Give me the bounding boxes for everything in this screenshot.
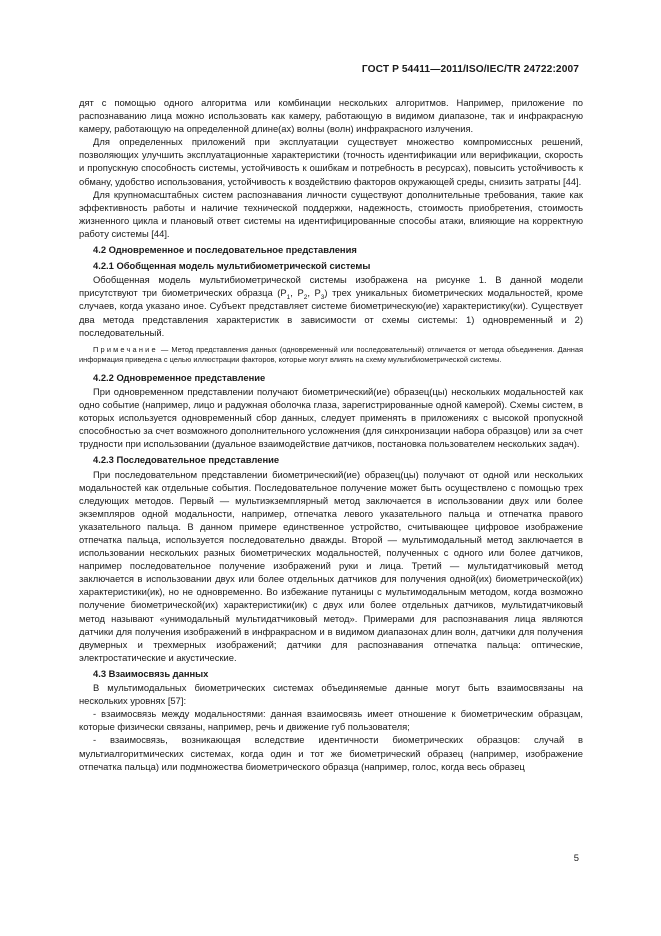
paragraph-generalized-model [79,273,583,338]
paragraph-simultaneous: При одновременном представлении получают биометрический(ие) образец(цы) нескольких модальностей как одно событие (например, лицо и радужная оболочка глаза, зарегистрированные одной камерой). Схемы систем, в которых используется одновременный сбор данных, следует применять в приложениях с высокой пропускной способностью за счет возможного дополнительного усложнения (для синхронизации набора образцов) или за счет трудности при использовании (дуальное взаимодействие датчиков, постановка пользователем нескольких задач). [79,385,583,450]
paragraph-large-scale: Для крупномасштабных систем распознавания личности существуют дополнительные требования, такие как эффективность работы и наличие технической поддержки, надежность, стоимость приобретения, стоимость жизненного цикла и плановый ответ системы на идентифицированные способы атаки, влияющие на корректную работу системы [44]. [79,188,583,239]
page-number: 5 [573,852,579,863]
text-run: , Р [290,287,304,299]
section-heading-4-3: 4.3 Взаимосвязь данных [93,667,209,679]
paragraph-continuation: дят с помощью одного алгоритма или комбинации нескольких алгоритмов. Например, приложение по распознаванию лица можно использовать как камеру, работающую в видимом диапазоне, так и инфракрасную камеру, работающую на определенной длине(ах) волны (волн) инфракрасного излучения. [79,97,583,135]
section-heading-4-2-3: 4.2.3 Последовательное представление [93,454,280,466]
document-header: ГОСТ Р 54411—2011/ISO/IEC/TR 24722:2007 [361,64,579,75]
paragraph-tradeoffs: Для определенных приложений при эксплуатации существует множество компромиссных решений, позволяющих улучшить эксплуатационные характеристики (точность идентификации или верификации, скорость и пропускную способность системы, устойчивость к ошибкам и потребность в ресурсах), повысить устойчивость к обману, удобство использования, устойчивость к воздействию факторов окружающей среды, снизить затраты [44]. [79,136,583,187]
text-run: , Р [307,287,321,299]
subscript: 2 [303,294,308,302]
text-run: Обобщенная модель мультибиометрической системы изображена на рисунке 1. В данной модели присутствуют три биометрических образца (Р [79,274,583,299]
subscript: 1 [286,294,291,302]
subscript: 3 [320,294,325,302]
section-heading-4-2-2: 4.2.2 Одновременное представление [93,371,266,383]
section-heading-4-2: 4.2 Одновременное и последовательное представления [93,244,357,256]
text-run: ) трех уникальных биометрических модальностей, кроме случаев, когда указано иное. Субъект представляет системе биометрическую(ие) характеристику(ки). Существует два метода представления характеристик в зависимости от схемы системы: 1) одновременный и 2) последовательный. [79,287,583,338]
list-item: - взаимосвязь между модальностями: данная взаимосвязь имеет отношение к биометрическим образцам, которые физически связаны, например, речь и движение губ пользователя; [79,708,583,733]
note-text: — Метод представления данных (одновременный или последовательный) отличается от метода объединения. Данная информация приведена с целью иллюстрации факторов, которые могут влиять на схему мультибиометрической системы. [79,344,583,365]
section-heading-4-2-1: 4.2.1 Обобщенная модель мультибиометрической системы [93,260,371,272]
list-item: - взаимосвязь, возникающая вследствие идентичности биометрических образцов: случай в мультиалгоритмических системах, когда один и тот же биометрический образец (например, изображение отпечатка пальца) или подмножества биометрического образца (например, голос, когда весь образец [79,734,583,772]
paragraph-data-correlation: В мультимодальных биометрических системах объединяемые данные могут быть взаимосвязаны на нескольких уровнях [57]: [79,682,583,707]
note-paragraph [79,345,583,366]
page-body [79,96,583,773]
paragraph-sequential: При последовательном представлении биометрический(ие) образец(цы) получают от одной или нескольких модальностей как отдельные события. Последовательное получение может быть осуществлено с помощью трех следующих методов. Первый — мультиэкземплярный метод заключается в использовании двух или более экземпляров одной модальности, например, отпечатка левого указательного пальца и отпечатка правого указательного пальца. В данном примере единственное устройство, считывающее цифровое изображение отпечатка пальца, используется последовательно дважды. Второй — мультимодальный метод заключается в использовании нескольких разных биометрических модальностей, полученных с одного или более датчиков, например последовательное получение изображений руки и лица. Третий — мультидатчиковый метод заключается в использовании двух или более отдельных датчиков для получения одной(их) биометрической(их) характеристики(ик), но не одновременно. Во избежание путаницы с мультимодальным методом, когда возможно получение биометрической(их) характеристики(ик) с двух или более отдельных датчиков, мультидатчиковый метод называют «унимодальный мультидатчиковый метод». Примерами для распознавания лица являются датчики для получения изображений в инфракрасном и в видимом диапазонах длин волн, датчики для получения двумерных и трехмерных изображений; датчики для распознавания отпечатка пальца: оптические, электростатические и акустические. [79,468,583,663]
note-label: Примечание [93,344,158,354]
